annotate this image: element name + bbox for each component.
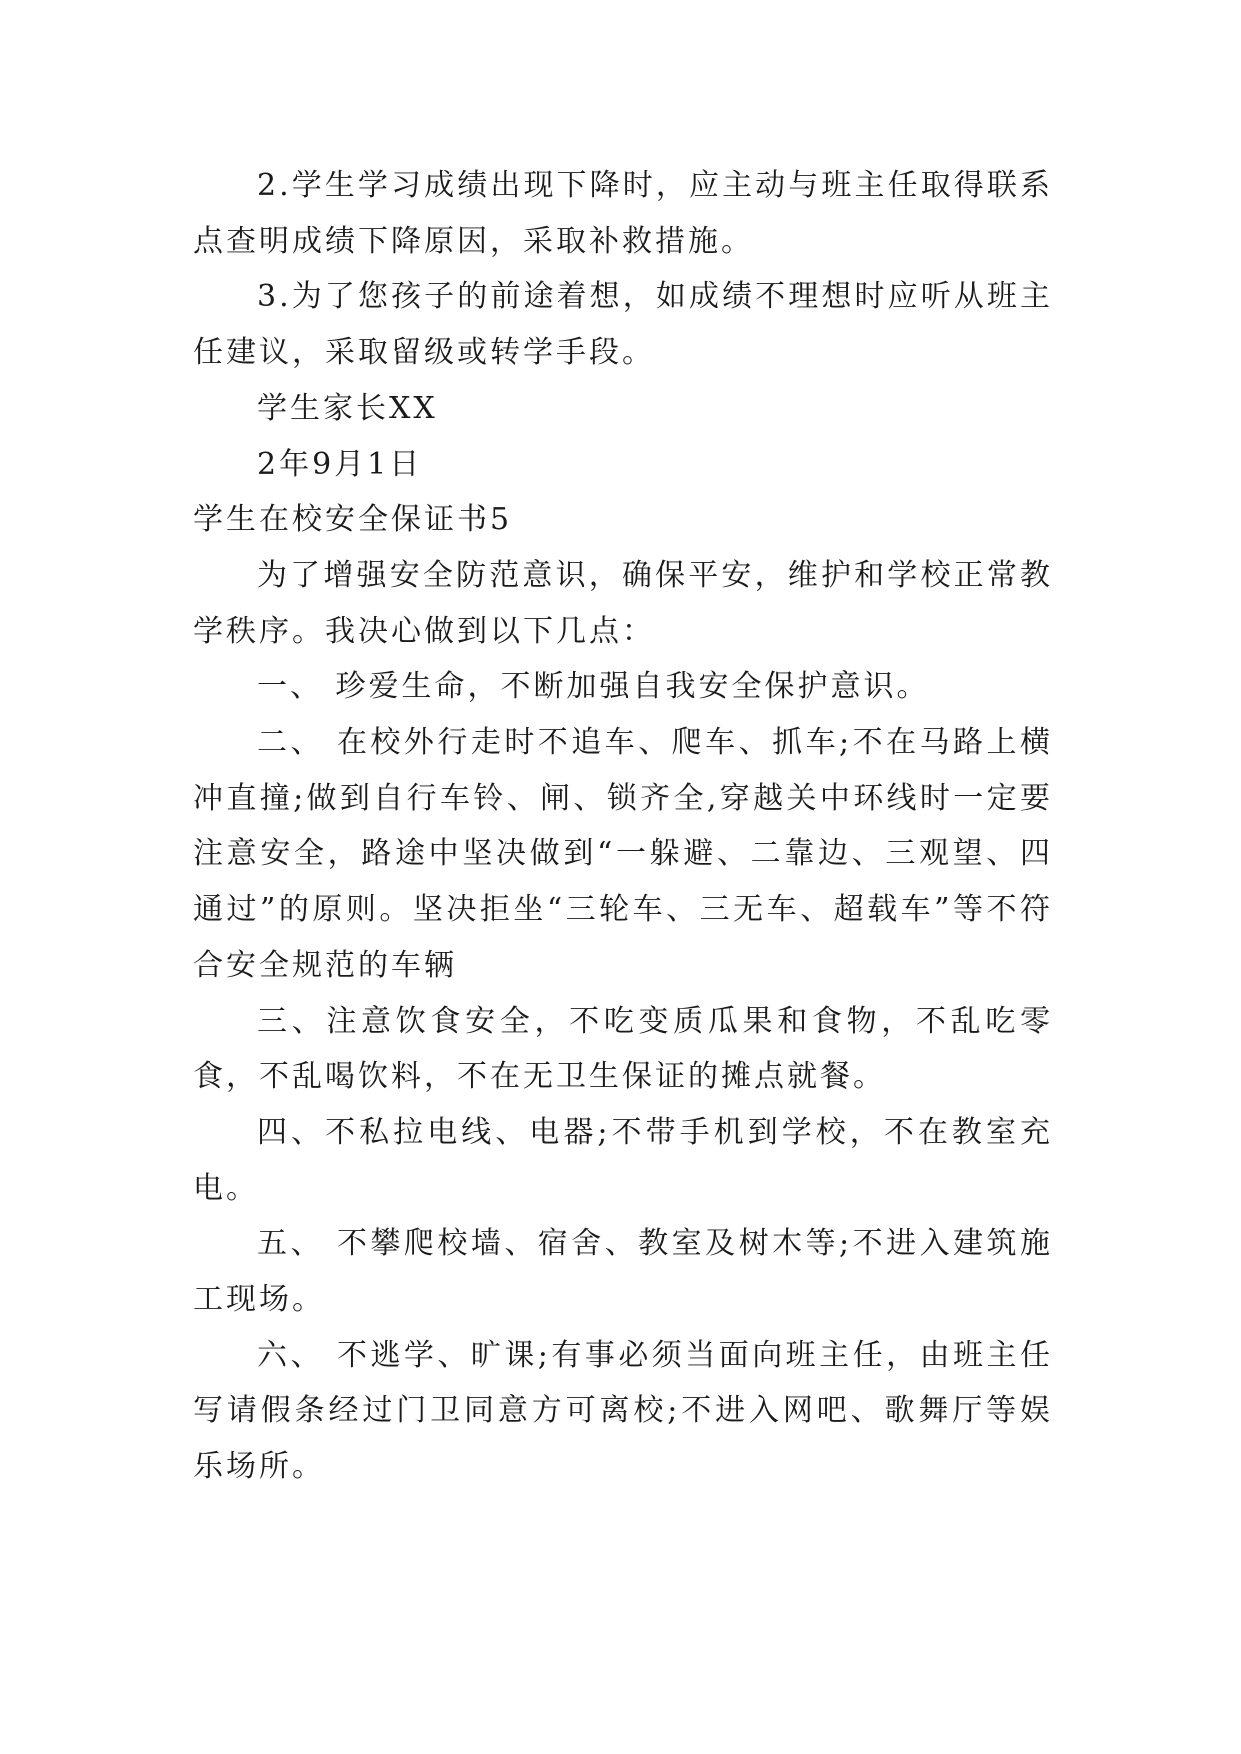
intro-paragraph: 为了增强安全防范意识，确保平安，维护和学校正常教学秩序。我决心做到以下几点： (193, 557, 1053, 649)
document-body (193, 158, 1053, 1495)
signature-parent: 学生家长XX (257, 390, 438, 426)
rule-item-5: 五、 不攀爬校墙、宿舍、教室及树木等;不进入建筑施工现场。 (193, 1226, 1053, 1318)
rule-item-6: 六、 不逃学、旷课;有事必须当面向班主任，由班主任写请假条经过门卫同意方可离校;不进入网吧、歌舞厅等娱乐场所。 (193, 1337, 1053, 1485)
rule-item-3: 三、注意饮食安全，不吃变质瓜果和食物，不乱吃零食，不乱喝饮料，不在无卫生保证的摊点就餐。 (193, 1003, 1053, 1095)
rule-item-2: 二、 在校外行走时不追车、爬车、抓车;不在马路上横冲直撞;做到自行车铃、闸、锁齐全,穿越关中环线时一定要注意安全，路途中坚决做到“一躲避、二靠边、三观望、四通过”的原则。坚决拒坐“三轮车、三无车、超载车”等不符合安全规范的车辆 (193, 725, 1053, 983)
signature-date: 2年9月1日 (257, 446, 423, 482)
paragraph-item-2: 2.学生学习成绩出现下降时，应主动与班主任取得联系点查明成绩下降原因，采取补救措施。 (193, 168, 1053, 259)
section-title: 学生在校安全保证书5 (193, 502, 513, 538)
rule-item-4: 四、不私拉电线、电器;不带手机到学校，不在教室充电。 (193, 1114, 1053, 1206)
rule-item-1: 一、 珍爱生命，不断加强自我安全保护意识。 (257, 669, 930, 705)
paragraph-item-3: 3.为了您孩子的前途着想，如成绩不理想时应听从班主任建议，采取留级或转学手段。 (193, 279, 1053, 371)
